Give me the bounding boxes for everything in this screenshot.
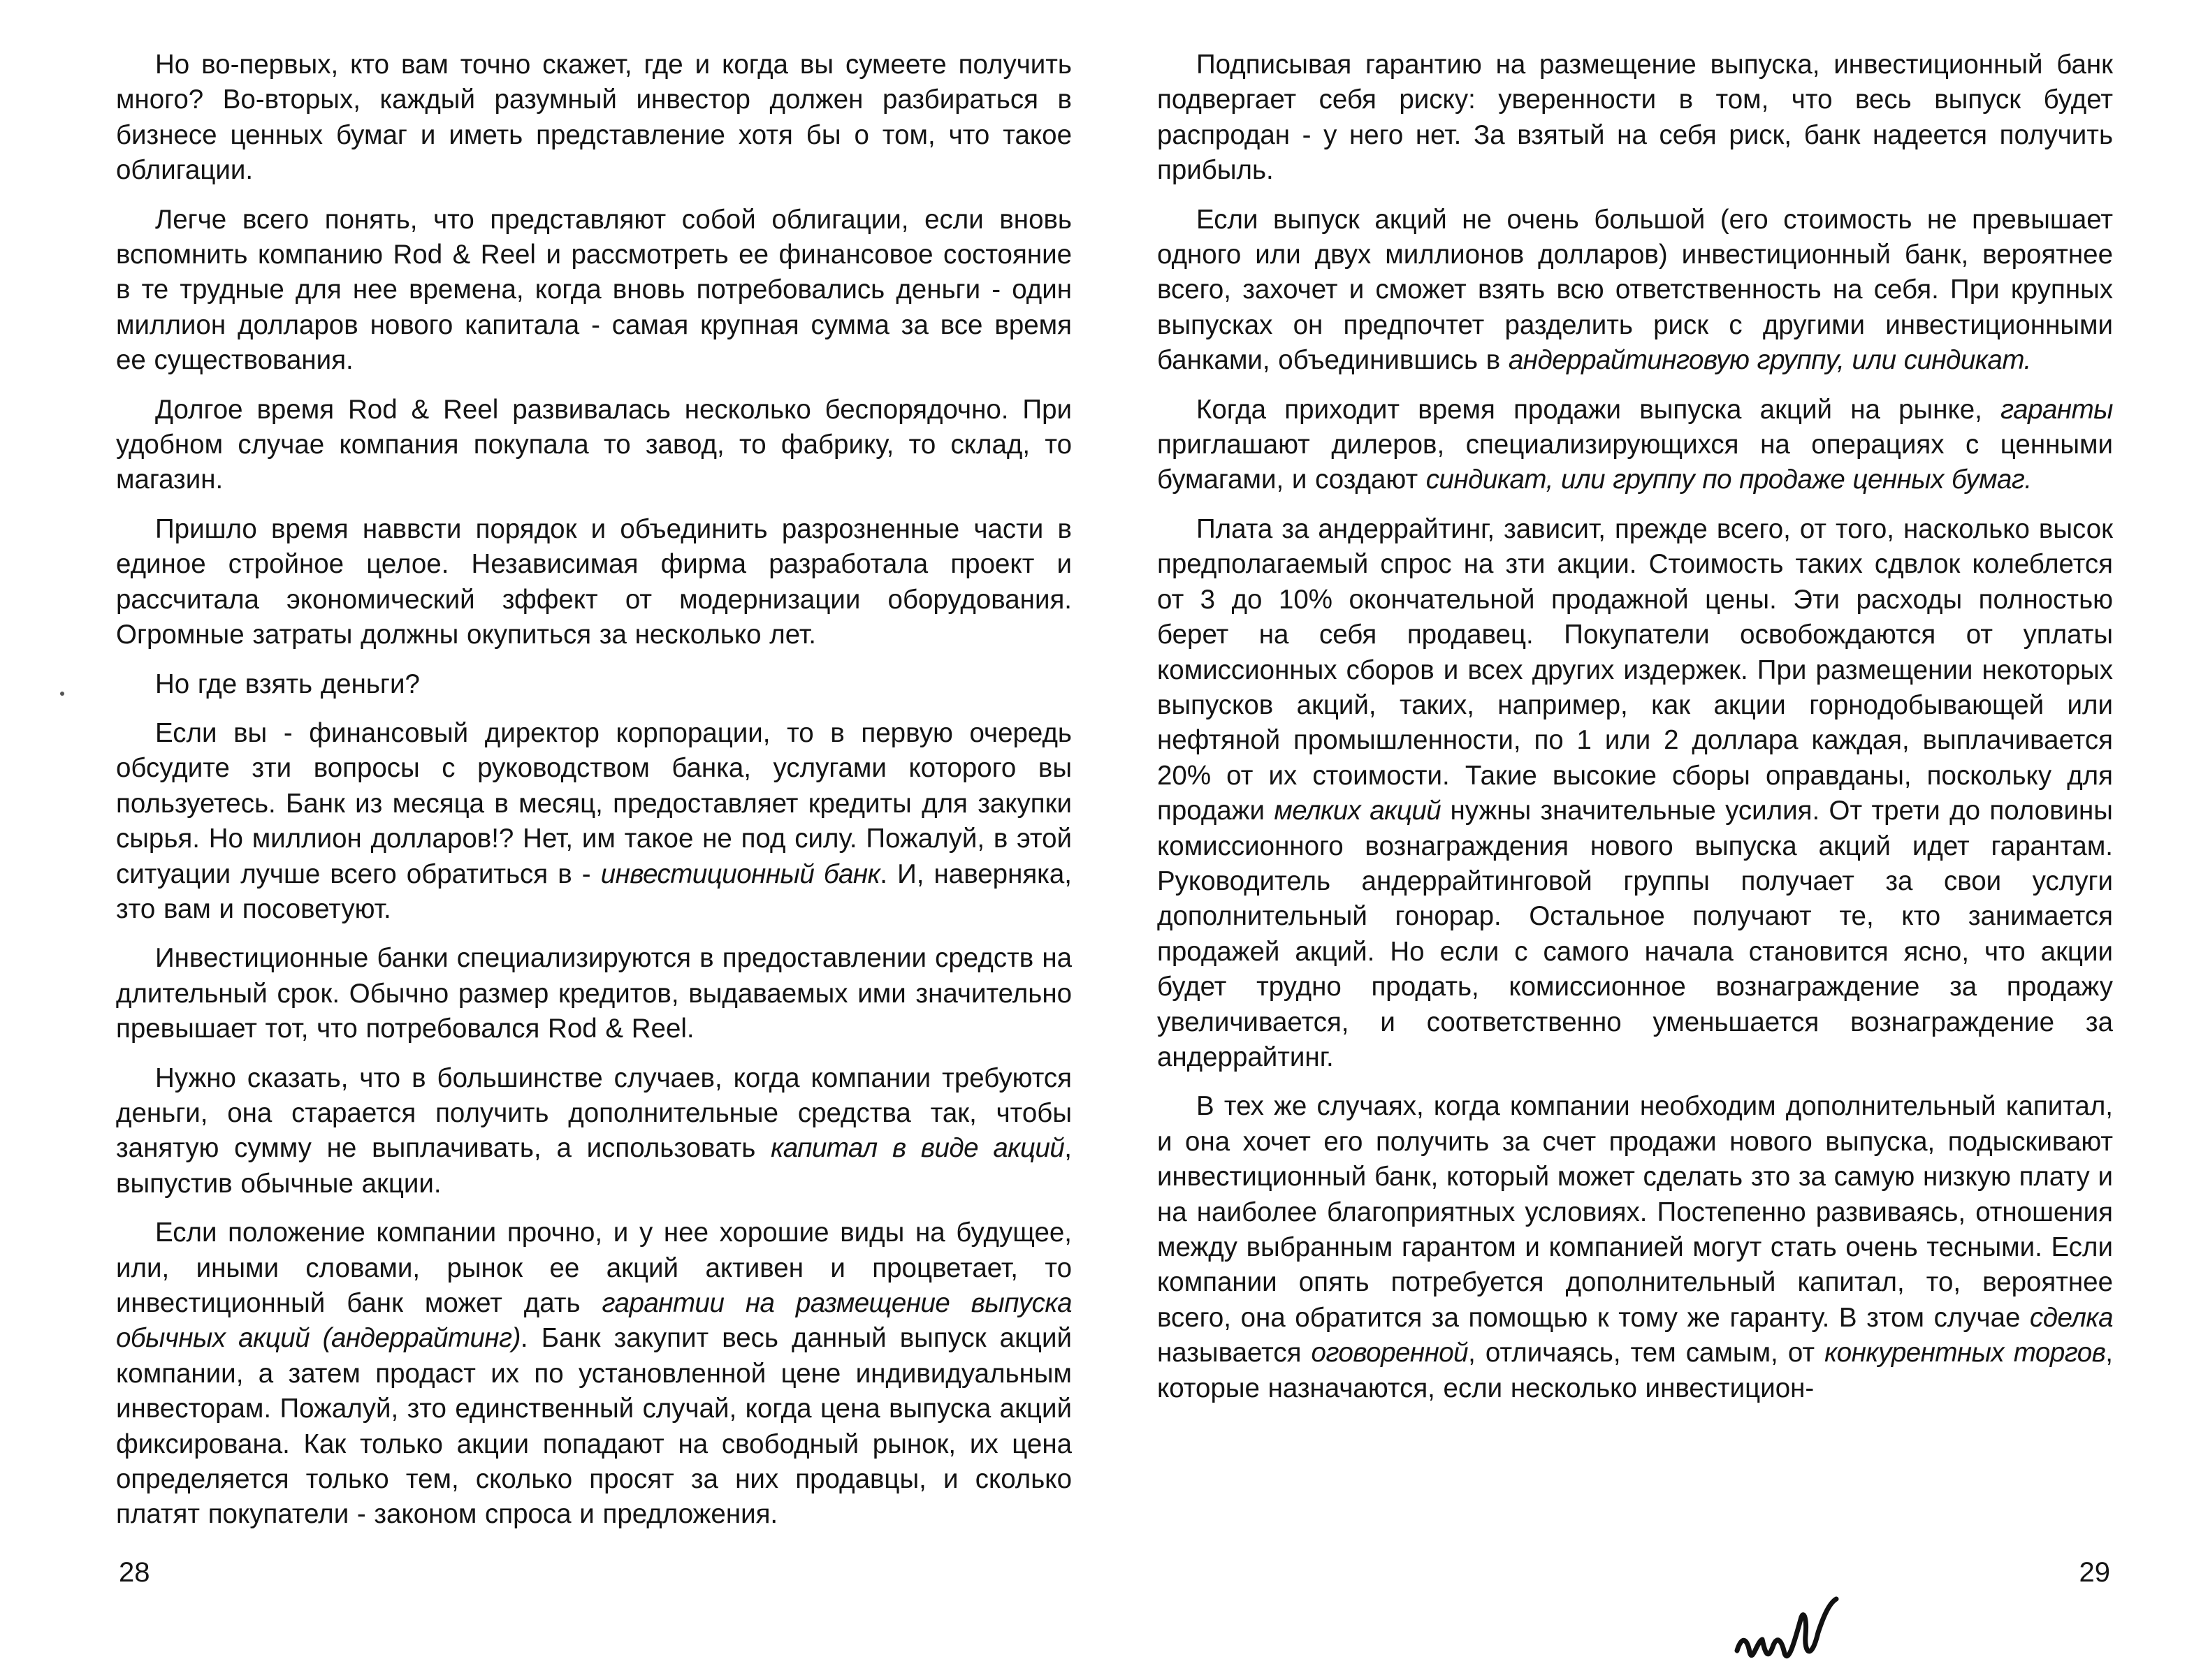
text-run: Если выпуск акций не очень большой (его стоимость не превышает одного или двух миллионов долларов) инвестиционный банк, вероятнее всего, захочет и сможет взять всю ответственность на себя. При крупных выпусках он предпочтет разделить риск с другими инвестиционными банками, объединившись в (1157, 204, 2113, 376)
paragraph (116, 48, 1072, 189)
page-number-left: 28 (119, 1557, 150, 1588)
text-run: приглашают дилеров, специализирующихся на операциях с ценными бумагами, и создают (1157, 430, 2113, 495)
text-run: Когда приходит время продажи выпуска акций на рынке, (1196, 394, 2001, 425)
italic-term: капитал в виде акций (771, 1133, 1065, 1164)
paragraph (116, 716, 1072, 927)
text-run: называется (1157, 1338, 1312, 1368)
paragraph (116, 941, 1072, 1046)
italic-term: сделка (2030, 1302, 2113, 1333)
text-run: Подписывая гарантию на размещение выпуска, инвестиционный банк подвергает себя риску: уверенности в том, что весь выпуск будет распродан - у него нет. За взятый на себя риск, банк надеется получить прибыль. (1157, 50, 2113, 186)
italic-term: оговоренной (1311, 1338, 1469, 1368)
paragraph (1157, 203, 2113, 379)
text-run: Инвестиционные банки специализируются в предоставлении средств на длительный срок. Обычно размер кредитов, выдаваемых ими значительно превышает тот, что потребовался Rod & Reel. (116, 943, 1072, 1044)
paragraph (116, 1061, 1072, 1202)
text-run: Нужно сказать, что в большинстве случаев, когда компании требуются деньги, она старается получить дополнительные средства так, чтобы занятую сумму не выплачивать, а использовать (116, 1062, 1072, 1164)
italic-term: гарантии на размещение выпуска обычных акций (андеррайтинг) (116, 1288, 1073, 1354)
paragraph (116, 393, 1072, 498)
text-run: Плата за андеррайтинг, зависит, прежде всего, от того, насколько высок предполагаемый спрос на зти акции. Стоимость таких сдвлок колеблется от 3 до 10% окончательной продажной цены. Эти расходы полностью берет на себя продавец. Покупатели освобождаются от уплаты комиссионных сборов и всех других издержек. При размещении некоторых выпусков акций, таких, например, как акции горнодобывающей или нефтяной промышленности, по 1 или 2 доллара каждая, выплачивается 20% от их стоимости. Такие высокие сборы оправданы, поскольку для продажи (1157, 513, 2113, 826)
paragraph (116, 667, 1072, 702)
text-run: . Банк закупит весь данный выпуск акций компании, а затем продаст их по установленной цене индивидуальным инвесторам. Пожалуй, зто единственный случай, когда цена выпуска акций фиксирована. Как только акции попадают на свободный рынок, их цена определяется только тем, сколько просят за них продавцы, и сколько платят покупатели - законом спроса и предложения. (116, 1323, 1072, 1530)
right-page-text (1157, 48, 2113, 1406)
text-run: нужны значительные усилия. От трети до половины комиссионного вознаграждения нового выпуска акций идет гарантам. Руководитель андеррайтинговой группы получает за свои услуги дополнительный гонорар. Остальное получают те, кто занимается продажей акций. Но если с самого начала становится ясно, что акции будет трудно продать, комиссионное вознаграждение за продажу увеличивается, и соответственно уменьшается вознаграждение за андеррайтинг. (1157, 796, 2113, 1072)
page-number-right: 29 (2079, 1557, 2110, 1588)
paragraph (116, 203, 1072, 379)
paragraph (1157, 512, 2113, 1076)
text-run: Пришло время наввсти порядок и объединить разрозненные части в единое стройное целое. Независимая фирма разработала проект и рассчитала экономический зффект от модернизации оборудования. Огромные затраты должны окупиться за несколько лет. (116, 513, 1072, 650)
text-run: Долгое время Rod & Reel развивалась несколько беспорядочно. При удобном случае компания покупала то завод, то фабрику, то склад, то магазин. (116, 394, 1072, 495)
italic-term: конкурентных торгов (1824, 1338, 2106, 1368)
italic-term: синдикат, или группу по продаже ценных бумаг. (1425, 465, 2032, 495)
italic-term: гаранты (2000, 394, 2113, 425)
italic-term: мелких акций (1274, 796, 1441, 826)
paragraph (1157, 393, 2113, 498)
text-run: , которые назначаются, если несколько инвестицион- (1157, 1338, 2113, 1403)
paragraph (1157, 48, 2113, 189)
right-page (1157, 48, 2113, 1605)
paragraph (1157, 1089, 2113, 1406)
text-run: Но во-первых, кто вам точно скажет, где и когда вы сумеете получить много? Во-вторых, каждый разумный инвестор должен разбираться в бизнесе ценных бумаг и иметь представление хотя бы о том, что такое облигации. (116, 50, 1072, 186)
left-page-text (116, 48, 1072, 1533)
paragraph (116, 512, 1072, 653)
text-run: В тех же случаях, когда компании необходим дополнительный капитал, и она хочет его получить за счет продажи нового выпуска, подыскивают инвестиционный банк, который может сделать зто за самую низкую плату и на наиболее благоприятных условиях. Постепенно развиваясь, отношения между выбранным гарантом и компанией могут стать очень тесными. Если компании опять потребуется дополнительный капитал, то, вероятнее всего, она обратится за помощью к тому же гаранту. В зтом случае (1157, 1091, 2113, 1333)
italic-term: андеррайтинговую группу, или синдикат. (1508, 345, 2031, 376)
italic-term: инвестиционный банк (600, 859, 880, 889)
text-run: Если вы - финансовый директор корпорации, то в первую очередь обсудите зти вопросы с руководством банка, услугами которого вы пользуетесь. Банк из месяца в месяц, предоставляет кредиты для закупки сырья. Но миллион долларов!? Нет, им такое не под силу. Пожалуй, в этой ситуации лучше всего обратиться в - (116, 717, 1072, 889)
text-run: , выпустив обычные акции. (116, 1133, 1072, 1199)
left-page (116, 48, 1072, 1605)
margin-speck (60, 692, 64, 696)
text-run: Но где взять деньги? (155, 669, 420, 699)
paragraph (116, 1215, 1072, 1533)
text-run: Если положение компании прочно, и у нее хорошие виды на будущее, или, иными словами, рынок ее акций активен и процветает, то инвестиционный банк может дать (116, 1218, 1072, 1318)
text-run: Легче всего понять, что представляют собой облигации, если вновь вспомнить компанию Rod & Reel и рассмотреть ее финансовое состояние в те трудные для нее времена, когда вновь потребовались деньги - один миллион долларов нового капитала - самая крупная сумма за все время ее существования. (116, 204, 1072, 376)
text-run: , отличаясь, тем самым, от (1468, 1338, 1825, 1368)
handwritten-signature (1731, 1596, 1864, 1680)
text-run: . И, наверняка, зто вам и посоветуют. (116, 859, 1072, 924)
